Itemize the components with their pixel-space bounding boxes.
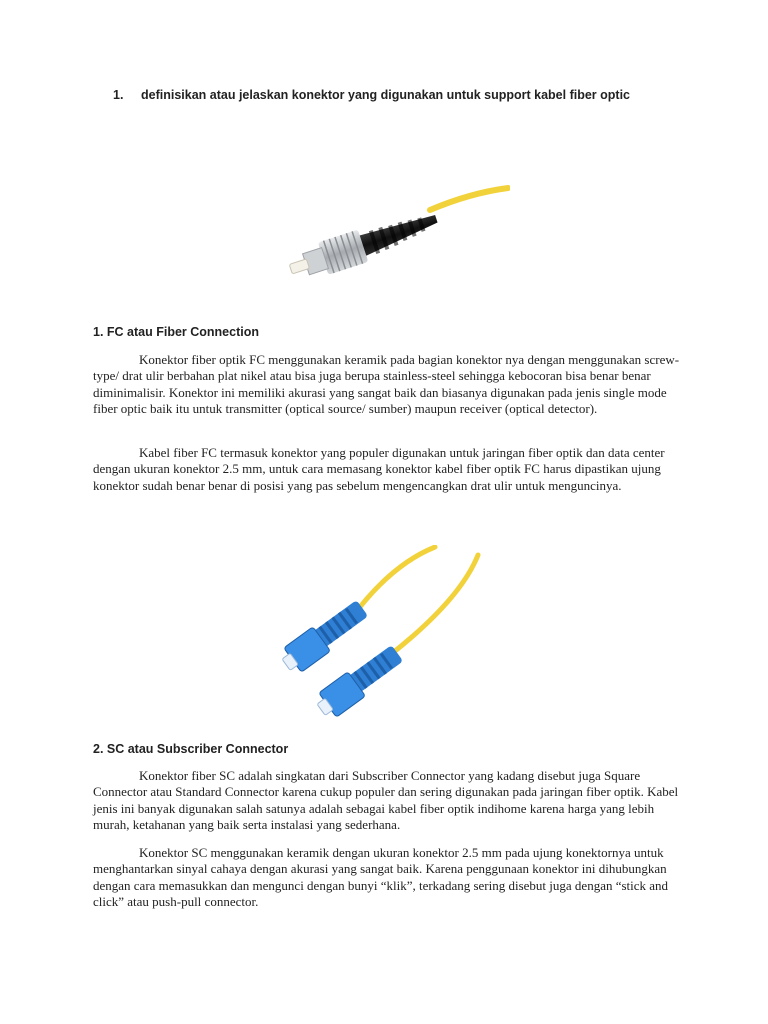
paragraph-sc-1: Konektor fiber SC adalah singkatan dari Subscriber Connector yang kadang disebut juga Square Connector atau Standard Connector karena cukup populer dan sering digunakan pada jaringan fiber optik. Kabel jenis ini banyak digunakan salah satunya adalah sebagai kabel fiber optik indihome karena harga yang lebih murah, ketahanan yang baik serta instalasi yang sederhana. bbox=[93, 768, 679, 833]
question-item bbox=[113, 88, 733, 102]
sc-connector-drawing bbox=[270, 545, 490, 720]
question-text: definisikan atau jelaskan konektor yang digunakan untuk support kabel fiber optic bbox=[141, 88, 630, 102]
paragraph-fc-2: Kabel fiber FC termasuk konektor yang populer digunakan untuk jaringan fiber optik dan data center dengan ukuran konektor 2.5 mm, untuk cara memasang konektor kabel fiber optik FC harus dipastikan ujung konektor sudah benar benar di posisi yang pas sebelum mengencangkan drat ulir untuk menguncinya. bbox=[93, 445, 665, 493]
section-heading-sc: 2. SC atau Subscriber Connector bbox=[93, 742, 289, 756]
fc-connector-drawing bbox=[280, 168, 510, 293]
paragraph-fc-1: Konektor fiber optik FC menggunakan keramik pada bagian konektor nya dengan menggunakan screw-type/ drat ulir berbahan plat nikel atau bisa juga berupa stainless-steel sehingga kebocoran bisa benar benar diminimalisir. Konektor ini memiliki akurasi yang sangat baik dan biasanya digunakan pada jenis single mode fiber optic baik itu untuk transmitter (optical source/ sumber) maupun receiver (optical detector). bbox=[93, 352, 680, 417]
paragraph-sc-2: Konektor SC menggunakan keramik dengan ukuran konektor 2.5 mm pada ujung konektornya untuk menghantarkan sinyal cahaya dengan akurasi yang sangat baik. Karena penggunaan konektor ini dihubungkan dengan cara memasukkan dan mengunci dengan bunyi “klik”, terkadang sering disebut juga dengan “stick and click” atau push-pull connector. bbox=[93, 845, 669, 910]
question-number: 1. bbox=[113, 88, 124, 102]
fc-connector-photo bbox=[280, 168, 510, 293]
section-heading-fc: 1. FC atau Fiber Connection bbox=[93, 325, 259, 339]
sc-connector-photo bbox=[270, 545, 490, 720]
